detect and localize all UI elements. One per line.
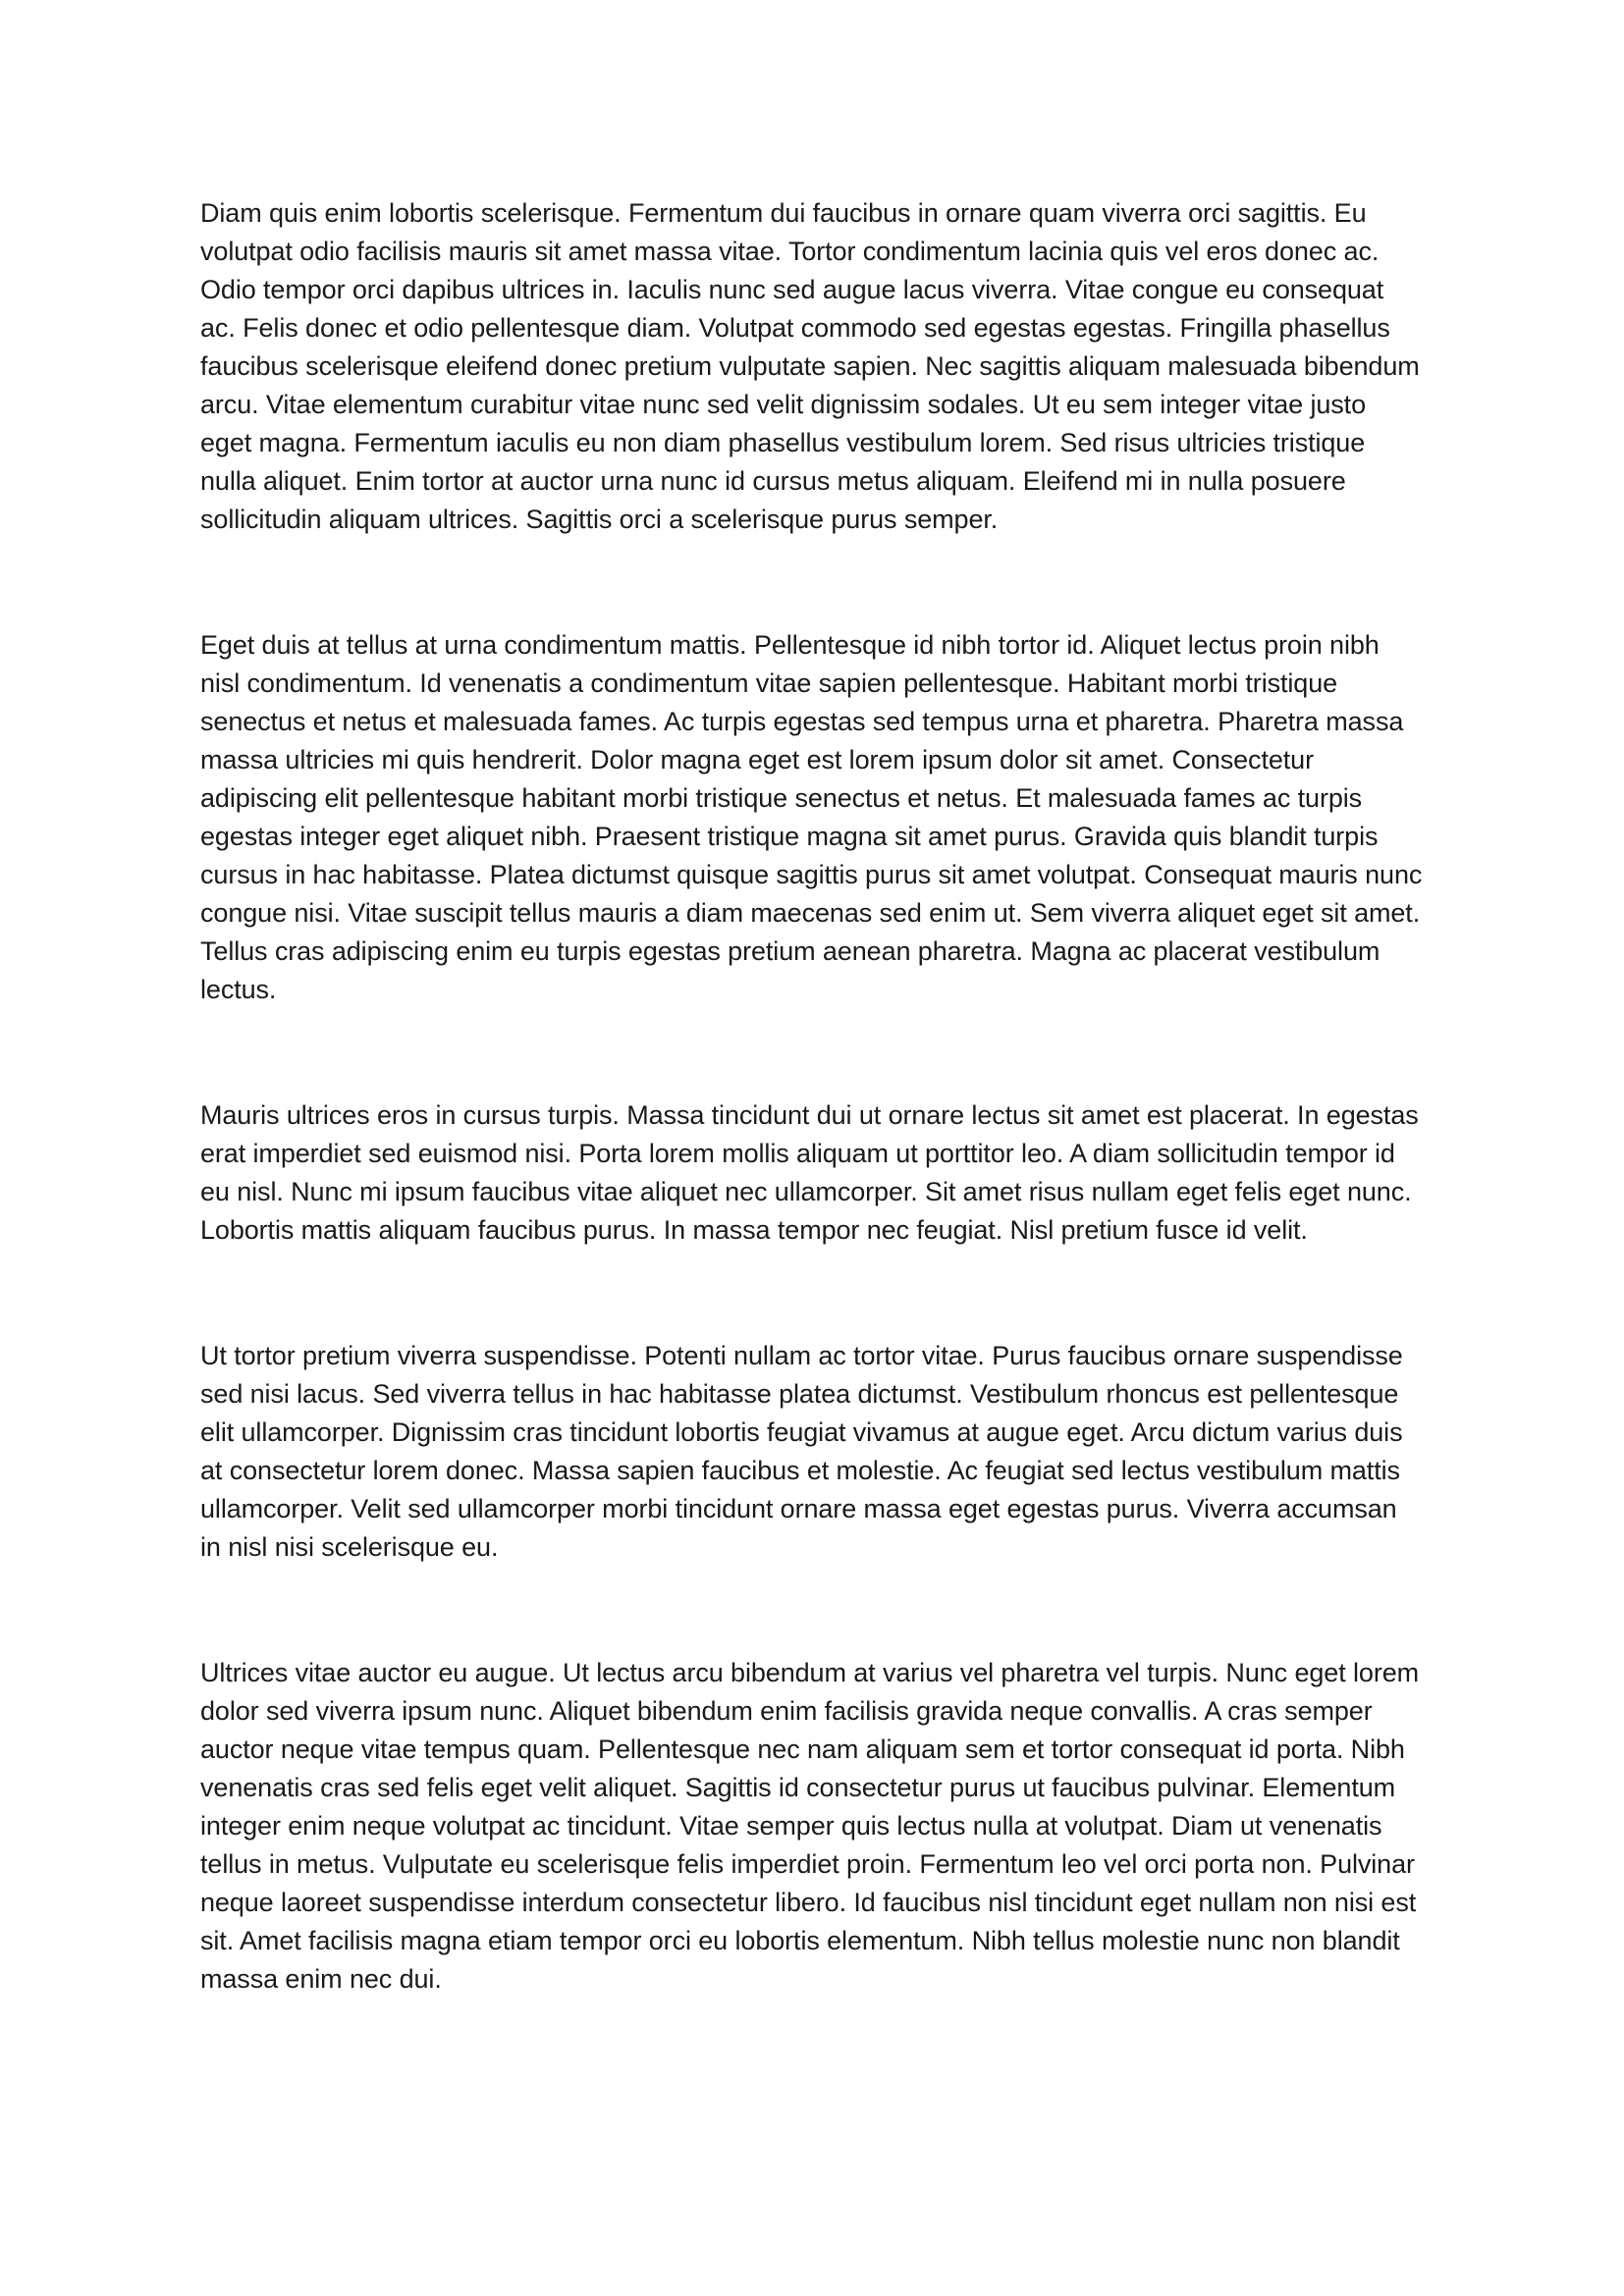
paragraph-1: Diam quis enim lobortis scelerisque. Fermentum dui faucibus in ornare quam viverra orci sagittis. Eu volutpat odio facilisis mauris sit amet massa vitae. Tortor condimentum lacinia quis vel eros donec ac. Odio tempor orci dapibus ultrices in. Iaculis nunc sed augue lacus viverra. Vitae congue eu consequat ac. Felis donec et odio pellentesque diam. Volutpat commodo sed egestas egestas. Fringilla phasellus faucibus scelerisque eleifend donec pretium vulputate sapien. Nec sagittis aliquam malesuada bibendum arcu. Vitae elementum curabitur vitae nunc sed velit dignissim sodales. Ut eu sem integer vitae justo eget magna. Fermentum iaculis eu non diam phasellus vestibulum lorem. Sed risus ultricies tristique nulla aliquet. Enim tortor at auctor urna nunc id cursus metus aliquam. Eleifend mi in nulla posuere sollicitudin aliquam ultrices. Sagittis orci a scelerisque purus semper. [200,198,1420,534]
paragraph-2: Eget duis at tellus at urna condimentum mattis. Pellentesque id nibh tortor id. Aliquet lectus proin nibh nisl condimentum. Id venenatis a condimentum vitae sapien pellentesque. Habitant morbi tristique senectus et netus et malesuada fames. Ac turpis egestas sed tempus urna et pharetra. Pharetra massa massa ultricies mi quis hendrerit. Dolor magna eget est lorem ipsum dolor sit amet. Consectetur adipiscing elit pellentesque habitant morbi tristique senectus et netus. Et malesuada fames ac turpis egestas integer eget aliquet nibh. Praesent tristique magna sit amet purus. Gravida quis blandit turpis cursus in hac habitasse. Platea dictumst quisque sagittis purus sit amet volutpat. Consequat mauris nunc congue nisi. Vitae suscipit tellus mauris a diam maecenas sed enim ut. Sem viverra aliquet eget sit amet. Tellus cras adipiscing enim eu turpis egestas pretium aenean pharetra. Magna ac placerat vestibulum lectus. [200,630,1423,1004]
paragraph-3: Mauris ultrices eros in cursus turpis. Massa tincidunt dui ut ornare lectus sit amet est placerat. In egestas erat imperdiet sed euismod nisi. Porta lorem mollis aliquam ut porttitor leo. A diam sollicitudin tempor id eu nisl. Nunc mi ipsum faucibus vitae aliquet nec ullamcorper. Sit amet risus nullam eget felis eget nunc. Lobortis mattis aliquam faucibus purus. In massa tempor nec feugiat. Nisl pretium fusce id velit. [200,1100,1419,1245]
paragraph-5: Ultrices vitae auctor eu augue. Ut lectus arcu bibendum at varius vel pharetra vel turpis. Nunc eget lorem dolor sed viverra ipsum nunc. Aliquet bibendum enim facilisis gravida neque convallis. A cras semper auctor neque vitae tempus quam. Pellentesque nec nam aliquam sem et tortor consequat id porta. Nibh venenatis cras sed felis eget velit aliquet. Sagittis id consectetur purus ut faucibus pulvinar. Elementum integer enim neque volutpat ac tincidunt. Vitae semper quis lectus nulla at volutpat. Diam ut venenatis tellus in metus. Vulputate eu scelerisque felis imperdiet proin. Fermentum leo vel orci porta non. Pulvinar neque laoreet suspendisse interdum consectetur libero. Id faucibus nisl tincidunt eget nullam non nisi est sit. Amet facilisis magna etiam tempor orci eu lobortis elementum. Nibh tellus molestie nunc non blandit massa enim nec dui. [200,1658,1420,1994]
paragraph-4: Ut tortor pretium viverra suspendisse. Potenti nullam ac tortor vitae. Purus faucibus ornare suspendisse sed nisi lacus. Sed viverra tellus in hac habitasse platea dictumst. Vestibulum rhoncus est pellentesque elit ullamcorper. Dignissim cras tincidunt lobortis feugiat vivamus at augue eget. Arcu dictum varius duis at consectetur lorem donec. Massa sapien faucibus et molestie. Ac feugiat sed lectus vestibulum mattis ullamcorper. Velit sed ullamcorper morbi tincidunt ornare massa eget egestas purus. Viverra accumsan in nisl nisi scelerisque eu. [200,1341,1403,1562]
